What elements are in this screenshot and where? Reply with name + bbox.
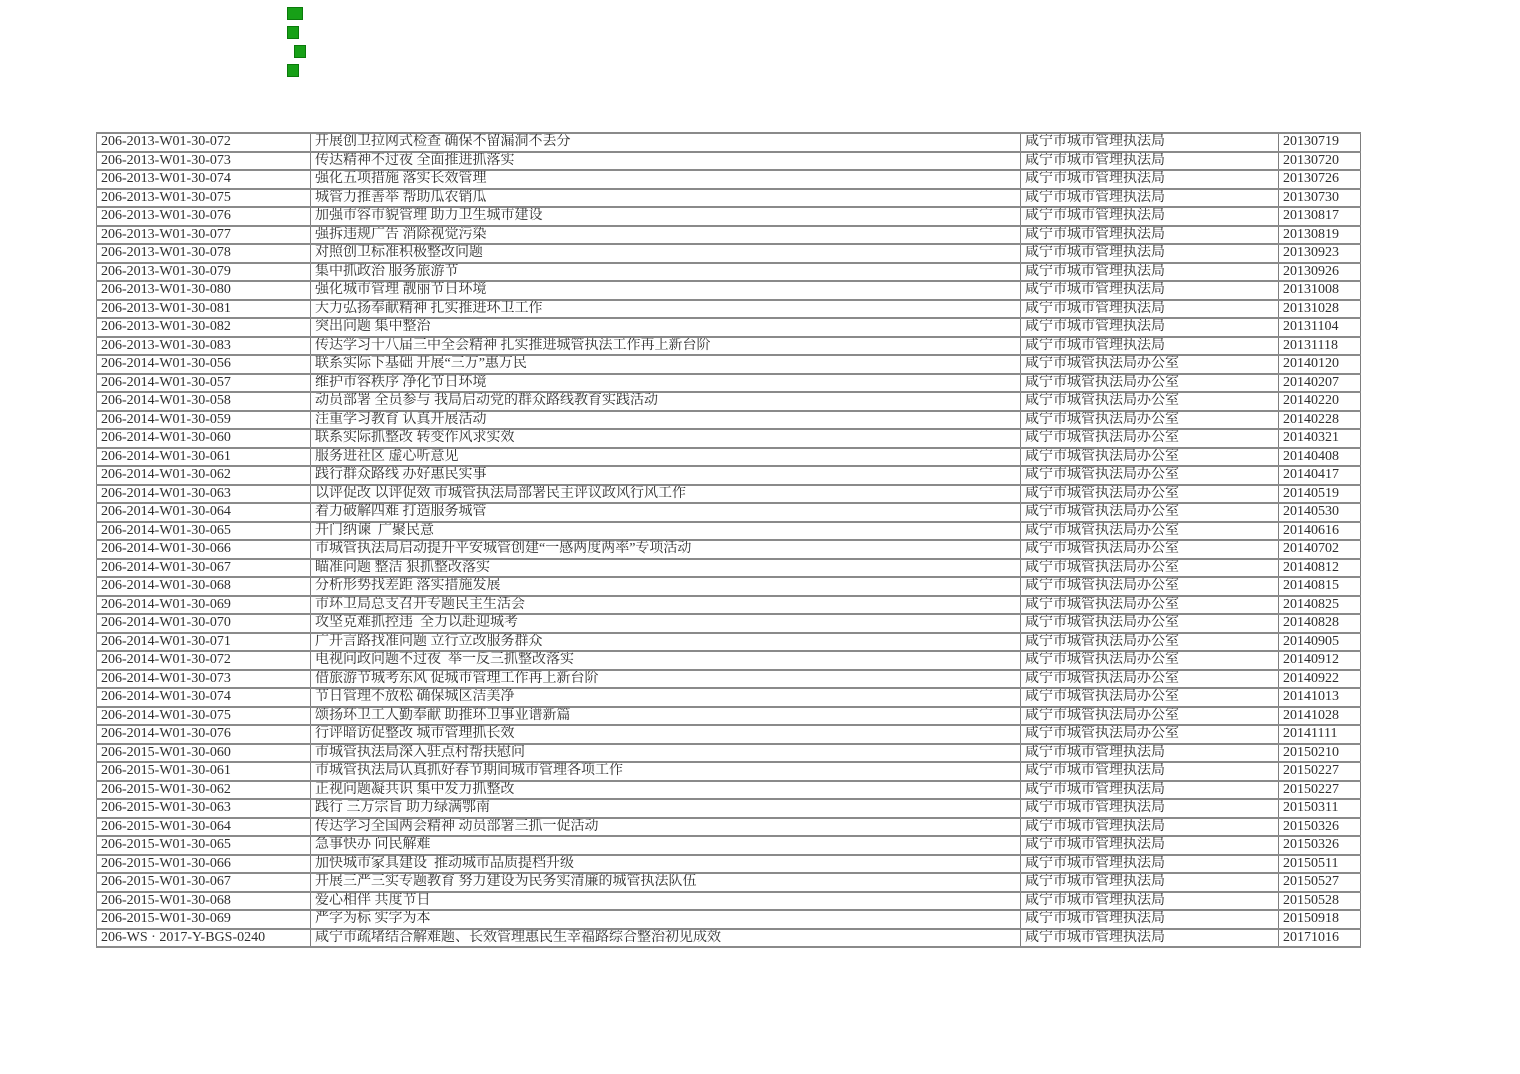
cell-date: 20150227 [1279, 781, 1361, 800]
cell-org: 咸宁市城管执法局办公室 [1021, 577, 1279, 596]
cell-title: 着力破解四难 打造服务城管 [311, 503, 1021, 522]
cell-date: 20140616 [1279, 522, 1361, 541]
cell-date: 20140812 [1279, 559, 1361, 578]
cell-org: 咸宁市城管执法局办公室 [1021, 559, 1279, 578]
table-row[interactable] [97, 429, 1361, 448]
cell-org: 咸宁市城管执法局办公室 [1021, 466, 1279, 485]
cell-org: 咸宁市城市管理执法局 [1021, 281, 1279, 300]
cell-date: 20150210 [1279, 744, 1361, 763]
table-row[interactable] [97, 633, 1361, 652]
cell-date: 20131008 [1279, 281, 1361, 300]
cell-id: 206-2014-W01-30-058 [97, 392, 311, 411]
cell-id: 206-2015-W01-30-062 [97, 781, 311, 800]
cell-id: 206-2015-W01-30-069 [97, 910, 311, 929]
cell-date: 20130817 [1279, 207, 1361, 226]
cell-title: 践行 三万宗旨 助力绿满鄂南 [311, 799, 1021, 818]
cell-title: 广开言路找准问题 立行立改服务群众 [311, 633, 1021, 652]
table-row[interactable] [97, 355, 1361, 374]
cell-title: 注重学习教育 认真开展活动 [311, 411, 1021, 430]
table-row[interactable] [97, 337, 1361, 356]
cell-org: 咸宁市城管执法局办公室 [1021, 633, 1279, 652]
cell-id: 206-2013-W01-30-075 [97, 189, 311, 208]
cell-date: 20141111 [1279, 725, 1361, 744]
table-row[interactable] [97, 466, 1361, 485]
table-row[interactable] [97, 596, 1361, 615]
cell-org: 咸宁市城市管理执法局 [1021, 781, 1279, 800]
table-row[interactable] [97, 189, 1361, 208]
cell-title: 突出问题 集中整治 [311, 318, 1021, 337]
cell-id: 206-2013-W01-30-076 [97, 207, 311, 226]
table-row[interactable] [97, 374, 1361, 393]
cell-title: 对照创卫标准积极整改问题 [311, 244, 1021, 263]
table-row[interactable] [97, 485, 1361, 504]
cell-title: 以评促改 以评促效 市城管执法局部署民主评议政风行风工作 [311, 485, 1021, 504]
cell-title: 联系实际下基础 开展“三万”惠万民 [311, 355, 1021, 374]
table-row[interactable] [97, 688, 1361, 707]
table-row[interactable] [97, 152, 1361, 171]
cell-date: 20140120 [1279, 355, 1361, 374]
cell-org: 咸宁市城管执法局办公室 [1021, 374, 1279, 393]
cell-title: 爱心相伴 共度节日 [311, 892, 1021, 911]
table-row[interactable] [97, 392, 1361, 411]
cell-date: 20140408 [1279, 448, 1361, 467]
cell-org: 咸宁市城管执法局办公室 [1021, 522, 1279, 541]
cell-id: 206-2013-W01-30-082 [97, 318, 311, 337]
cell-title: 传达学习全国两会精神 动员部署三抓一促活动 [311, 818, 1021, 837]
cell-id: 206-2015-W01-30-063 [97, 799, 311, 818]
cell-date: 20140815 [1279, 577, 1361, 596]
cell-id: 206-2014-W01-30-066 [97, 540, 311, 559]
cell-title: 正视问题凝共识 集中发力抓整改 [311, 781, 1021, 800]
cell-id: 206-2013-W01-30-074 [97, 170, 311, 189]
cell-title: 颂扬环卫工人勤奉献 助推环卫事业谱新篇 [311, 707, 1021, 726]
cell-title: 分析形势找差距 落实措施发展 [311, 577, 1021, 596]
cell-date: 20131104 [1279, 318, 1361, 337]
cell-date: 20150326 [1279, 836, 1361, 855]
cell-date: 20150511 [1279, 855, 1361, 874]
cell-id: 206-2014-W01-30-060 [97, 429, 311, 448]
cell-title: 强化城市管理 靓丽节日环境 [311, 281, 1021, 300]
cell-date: 20140530 [1279, 503, 1361, 522]
cell-title: 电视问政问题不过夜 举一反三抓整改落实 [311, 651, 1021, 670]
cell-title: 咸宁市疏堵结合解难题、长效管理惠民生幸福路综合整治初见成效 [311, 929, 1021, 948]
cell-org: 咸宁市城市管理执法局 [1021, 762, 1279, 781]
table-row[interactable] [97, 559, 1361, 578]
cell-id: 206-2014-W01-30-064 [97, 503, 311, 522]
cell-org: 咸宁市城管执法局办公室 [1021, 725, 1279, 744]
cell-date: 20141013 [1279, 688, 1361, 707]
cell-id: 206-2013-W01-30-078 [97, 244, 311, 263]
cell-date: 20140207 [1279, 374, 1361, 393]
cell-org: 咸宁市城市管理执法局 [1021, 152, 1279, 171]
cell-id: 206-2015-W01-30-064 [97, 818, 311, 837]
cell-id: 206-2014-W01-30-063 [97, 485, 311, 504]
cell-title: 市城管执法局启动提升平安城管创建“一感两度两率”专项活动 [311, 540, 1021, 559]
table-row[interactable] [97, 318, 1361, 337]
cell-date: 20130926 [1279, 263, 1361, 282]
table-row[interactable] [97, 281, 1361, 300]
cell-org: 咸宁市城市管理执法局 [1021, 244, 1279, 263]
table-row[interactable] [97, 744, 1361, 763]
cell-date: 20140828 [1279, 614, 1361, 633]
cell-org: 咸宁市城管执法局办公室 [1021, 540, 1279, 559]
table-row[interactable] [97, 522, 1361, 541]
table-row[interactable] [97, 244, 1361, 263]
cell-title: 市环卫局总支召开专题民主生活会 [311, 596, 1021, 615]
cell-date: 20150528 [1279, 892, 1361, 911]
cell-id: 206-WS · 2017-Y-BGS-0240 [97, 929, 311, 948]
cell-date: 20140825 [1279, 596, 1361, 615]
cell-date: 20141028 [1279, 707, 1361, 726]
cell-title: 城管力推善举 帮助瓜农销瓜 [311, 189, 1021, 208]
cell-title: 严字为标 实字为本 [311, 910, 1021, 929]
table-row[interactable] [97, 614, 1361, 633]
cell-date: 20131028 [1279, 300, 1361, 319]
cell-org: 咸宁市城市管理执法局 [1021, 873, 1279, 892]
cell-org: 咸宁市城市管理执法局 [1021, 170, 1279, 189]
cell-org: 咸宁市城管执法局办公室 [1021, 448, 1279, 467]
cell-date: 20140519 [1279, 485, 1361, 504]
cell-id: 206-2014-W01-30-076 [97, 725, 311, 744]
cell-date: 20130819 [1279, 226, 1361, 245]
cell-date: 20130923 [1279, 244, 1361, 263]
table-row[interactable] [97, 725, 1361, 744]
cell-title: 市城管执法局深入驻点村帮扶慰问 [311, 744, 1021, 763]
cell-title: 强拆违规广告 消除视觉污染 [311, 226, 1021, 245]
cell-title: 开展三严三实专题教育 努力建设为民务实清廉的城管执法队伍 [311, 873, 1021, 892]
cell-date: 20150326 [1279, 818, 1361, 837]
cell-org: 咸宁市城管执法局办公室 [1021, 429, 1279, 448]
table-row[interactable] [97, 226, 1361, 245]
table-row[interactable] [97, 503, 1361, 522]
table-row[interactable] [97, 670, 1361, 689]
cell-title: 瞄准问题 整洁 狠抓整改落实 [311, 559, 1021, 578]
cell-title: 加强市容市貌管理 助力卫生城市建设 [311, 207, 1021, 226]
cell-org: 咸宁市城市管理执法局 [1021, 892, 1279, 911]
green-highlight-mark [287, 26, 299, 39]
cell-org: 咸宁市城管执法局办公室 [1021, 596, 1279, 615]
cell-date: 20150527 [1279, 873, 1361, 892]
cell-date: 20140905 [1279, 633, 1361, 652]
table-row[interactable] [97, 707, 1361, 726]
cell-org: 咸宁市城市管理执法局 [1021, 300, 1279, 319]
cell-org: 咸宁市城市管理执法局 [1021, 226, 1279, 245]
cell-id: 206-2013-W01-30-083 [97, 337, 311, 356]
table-row[interactable] [97, 300, 1361, 319]
cell-title: 维护市容秩序 净化节日环境 [311, 374, 1021, 393]
table-row[interactable] [97, 873, 1361, 892]
table-row[interactable] [97, 448, 1361, 467]
cell-date: 20150227 [1279, 762, 1361, 781]
cell-title: 传达学习十八届三中全会精神 扎实推进城管执法工作再上新台阶 [311, 337, 1021, 356]
cell-org: 咸宁市城市管理执法局 [1021, 744, 1279, 763]
cell-org: 咸宁市城管执法局办公室 [1021, 485, 1279, 504]
cell-date: 20130719 [1279, 133, 1361, 152]
cell-org: 咸宁市城市管理执法局 [1021, 910, 1279, 929]
cell-id: 206-2014-W01-30-069 [97, 596, 311, 615]
cell-title: 联系实际抓整改 转变作风求实效 [311, 429, 1021, 448]
cell-org: 咸宁市城管执法局办公室 [1021, 503, 1279, 522]
cell-title: 借旅游节城考东风 促城市管理工作再上新台阶 [311, 670, 1021, 689]
cell-date: 20130720 [1279, 152, 1361, 171]
cell-date: 20131118 [1279, 337, 1361, 356]
green-highlight-mark [287, 7, 303, 20]
table-row[interactable] [97, 910, 1361, 929]
cell-date: 20140417 [1279, 466, 1361, 485]
cell-org: 咸宁市城市管理执法局 [1021, 133, 1279, 152]
cell-title: 开展创卫拉网式检查 确保不留漏洞不丢分 [311, 133, 1021, 152]
cell-id: 206-2015-W01-30-065 [97, 836, 311, 855]
table-row[interactable] [97, 651, 1361, 670]
cell-org: 咸宁市城管执法局办公室 [1021, 688, 1279, 707]
cell-id: 206-2015-W01-30-067 [97, 873, 311, 892]
cell-id: 206-2014-W01-30-072 [97, 651, 311, 670]
cell-org: 咸宁市城市管理执法局 [1021, 855, 1279, 874]
cell-title: 传达精神不过夜 全面推进抓落实 [311, 152, 1021, 171]
cell-org: 咸宁市城市管理执法局 [1021, 207, 1279, 226]
table-row[interactable] [97, 855, 1361, 874]
table-row[interactable] [97, 411, 1361, 430]
table-row[interactable] [97, 133, 1361, 152]
cell-id: 206-2013-W01-30-073 [97, 152, 311, 171]
cell-title: 加快城市家具建设 推动城市品质提档升级 [311, 855, 1021, 874]
cell-date: 20140912 [1279, 651, 1361, 670]
cell-date: 20130726 [1279, 170, 1361, 189]
cell-org: 咸宁市城市管理执法局 [1021, 263, 1279, 282]
cell-org: 咸宁市城市管理执法局 [1021, 189, 1279, 208]
cell-org: 咸宁市城市管理执法局 [1021, 929, 1279, 948]
cell-org: 咸宁市城管执法局办公室 [1021, 614, 1279, 633]
cell-date: 20140220 [1279, 392, 1361, 411]
records-table [96, 132, 1361, 948]
cell-id: 206-2013-W01-30-079 [97, 263, 311, 282]
cell-id: 206-2014-W01-30-065 [97, 522, 311, 541]
cell-title: 节日管理不放松 确保城区洁美净 [311, 688, 1021, 707]
cell-org: 咸宁市城市管理执法局 [1021, 318, 1279, 337]
cell-id: 206-2014-W01-30-061 [97, 448, 311, 467]
cell-id: 206-2014-W01-30-068 [97, 577, 311, 596]
cell-date: 20140321 [1279, 429, 1361, 448]
cell-id: 206-2014-W01-30-062 [97, 466, 311, 485]
cell-title: 大力弘扬奉献精神 扎实推进环卫工作 [311, 300, 1021, 319]
table-row[interactable] [97, 929, 1361, 948]
table-row[interactable] [97, 263, 1361, 282]
cell-id: 206-2014-W01-30-067 [97, 559, 311, 578]
cell-id: 206-2014-W01-30-073 [97, 670, 311, 689]
cell-title: 急事快办 问民解难 [311, 836, 1021, 855]
table-row[interactable] [97, 892, 1361, 911]
cell-org: 咸宁市城市管理执法局 [1021, 337, 1279, 356]
cell-date: 20150311 [1279, 799, 1361, 818]
cell-id: 206-2014-W01-30-075 [97, 707, 311, 726]
cell-title: 攻坚克难抓控违 全力以赴迎城考 [311, 614, 1021, 633]
cell-id: 206-2014-W01-30-071 [97, 633, 311, 652]
table-row[interactable] [97, 577, 1361, 596]
cell-id: 206-2013-W01-30-077 [97, 226, 311, 245]
table-row[interactable] [97, 170, 1361, 189]
cell-id: 206-2014-W01-30-070 [97, 614, 311, 633]
cell-id: 206-2014-W01-30-057 [97, 374, 311, 393]
cell-id: 206-2015-W01-30-060 [97, 744, 311, 763]
cell-id: 206-2013-W01-30-081 [97, 300, 311, 319]
cell-id: 206-2014-W01-30-059 [97, 411, 311, 430]
cell-date: 20140702 [1279, 540, 1361, 559]
cell-org: 咸宁市城管执法局办公室 [1021, 392, 1279, 411]
cell-id: 206-2014-W01-30-056 [97, 355, 311, 374]
cell-date: 20130730 [1279, 189, 1361, 208]
cell-org: 咸宁市城市管理执法局 [1021, 818, 1279, 837]
cell-id: 206-2013-W01-30-080 [97, 281, 311, 300]
cell-org: 咸宁市城管执法局办公室 [1021, 355, 1279, 374]
cell-title: 动员部署 全员参与 我局启动党的群众路线教育实践活动 [311, 392, 1021, 411]
cell-org: 咸宁市城管执法局办公室 [1021, 670, 1279, 689]
green-highlight-mark [294, 45, 306, 58]
cell-date: 20140228 [1279, 411, 1361, 430]
cell-title: 强化五项措施 落实长效管理 [311, 170, 1021, 189]
cell-title: 市城管执法局认真抓好春节期间城市管理各项工作 [311, 762, 1021, 781]
table-row[interactable] [97, 762, 1361, 781]
cell-org: 咸宁市城管执法局办公室 [1021, 411, 1279, 430]
table-row[interactable] [97, 836, 1361, 855]
cell-org: 咸宁市城管执法局办公室 [1021, 651, 1279, 670]
table-row[interactable] [97, 540, 1361, 559]
table-row[interactable] [97, 818, 1361, 837]
green-highlight-mark [287, 64, 299, 77]
cell-date: 20150918 [1279, 910, 1361, 929]
cell-org: 咸宁市城管执法局办公室 [1021, 707, 1279, 726]
cell-org: 咸宁市城市管理执法局 [1021, 836, 1279, 855]
cell-date: 20140922 [1279, 670, 1361, 689]
cell-date: 20171016 [1279, 929, 1361, 948]
cell-title: 集中抓政治 服务旅游节 [311, 263, 1021, 282]
cell-id: 206-2014-W01-30-074 [97, 688, 311, 707]
table-row[interactable] [97, 799, 1361, 818]
cell-id: 206-2015-W01-30-061 [97, 762, 311, 781]
cell-id: 206-2015-W01-30-068 [97, 892, 311, 911]
cell-id: 206-2015-W01-30-066 [97, 855, 311, 874]
cell-title: 行评暗访促整改 城市管理抓长效 [311, 725, 1021, 744]
cell-title: 开门纳谏 广聚民意 [311, 522, 1021, 541]
table-row[interactable] [97, 781, 1361, 800]
cell-title: 服务进社区 虚心听意见 [311, 448, 1021, 467]
cell-org: 咸宁市城市管理执法局 [1021, 799, 1279, 818]
cell-id: 206-2013-W01-30-072 [97, 133, 311, 152]
cell-title: 践行群众路线 办好惠民实事 [311, 466, 1021, 485]
table-row[interactable] [97, 207, 1361, 226]
records-table-body [97, 133, 1361, 947]
